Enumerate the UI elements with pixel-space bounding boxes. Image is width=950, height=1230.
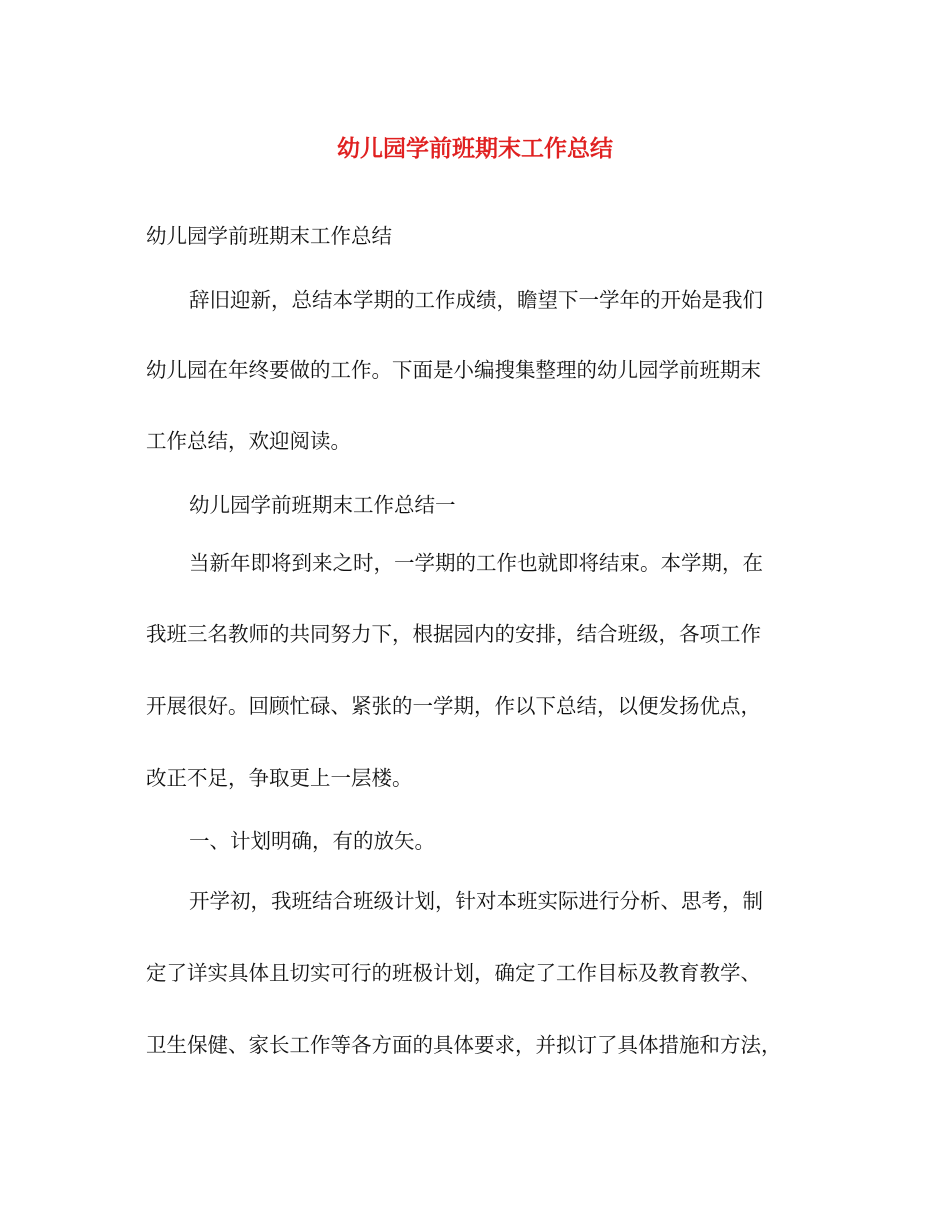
paragraph-line: 开展很好。回顾忙碌、紧张的一学期，作以下总结，以便发扬优点， <box>146 694 761 718</box>
paragraph-line: 卫生保健、家长工作等各方面的具体要求，并拟订了具体措施和方法， <box>146 1033 782 1057</box>
paragraph-line: 工作总结，欢迎阅读。 <box>146 429 351 453</box>
subtitle-line: 幼儿园学前班期末工作总结 <box>146 224 392 248</box>
paragraph-line: 改正不足，争取更上一层楼。 <box>146 766 413 790</box>
paragraph-line: 开学初，我班结合班级计划，针对本班实际进行分析、思考，制 <box>189 889 763 913</box>
document-title: 幼儿园学前班期末工作总结 <box>337 135 613 162</box>
paragraph-line: 辞旧迎新，总结本学期的工作成绩，瞻望下一学年的开始是我们 <box>189 288 763 312</box>
paragraph-line: 幼儿园在年终要做的工作。下面是小编搜集整理的幼儿园学前班期末 <box>146 358 761 382</box>
paragraph-line: 定了详实具体且切实可行的班极计划，确定了工作目标及教育教学、 <box>146 961 761 985</box>
paragraph-line: 我班三名教师的共同努力下，根据园内的安排，结合班级，各项工作 <box>146 622 761 646</box>
section-heading: 一、计划明确，有的放矢。 <box>189 829 435 853</box>
section-heading: 幼儿园学前班期末工作总结一 <box>189 493 456 517</box>
paragraph-line: 当新年即将到来之时，一学期的工作也就即将结束。本学期，在 <box>189 551 763 575</box>
